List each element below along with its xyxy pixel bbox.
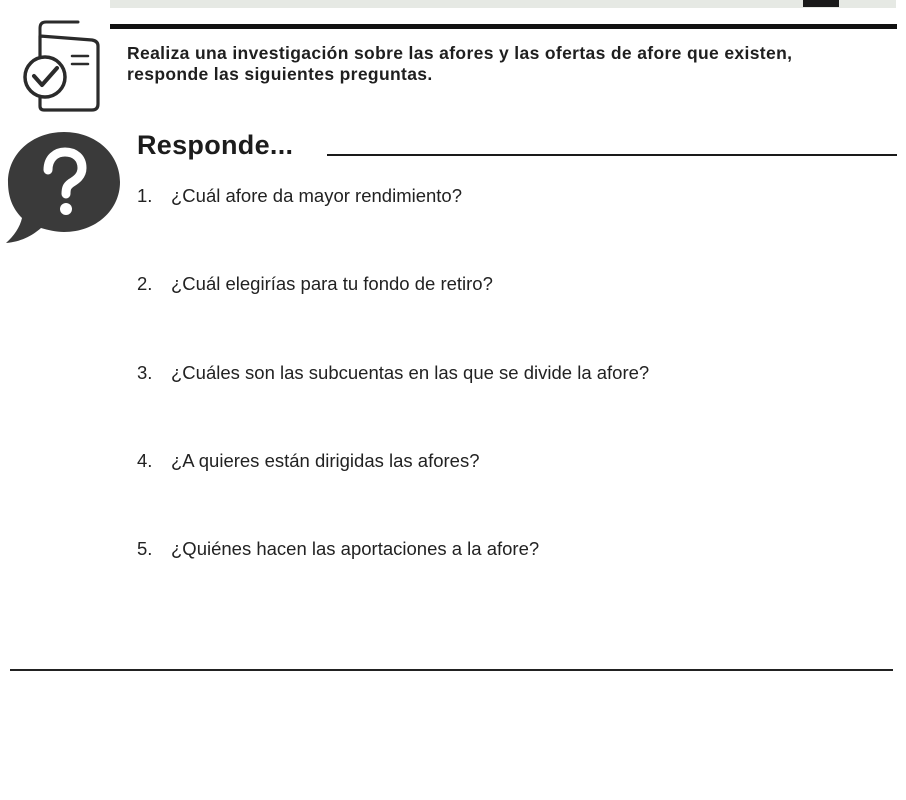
question-item [137, 538, 539, 560]
question-speech-bubble-icon [4, 128, 124, 246]
question-number: 5. [137, 538, 153, 559]
bottom-rule [10, 669, 893, 671]
question-number: 2. [137, 273, 153, 294]
question-item [137, 450, 480, 472]
question-item [137, 185, 462, 207]
section-title: Responde... [137, 130, 294, 160]
question-number: 4. [137, 450, 153, 471]
instruction-text [127, 43, 897, 85]
top-strip-mark [803, 0, 839, 7]
question-item [137, 273, 493, 295]
instruction-line-2: responde las siguientes preguntas. [127, 64, 433, 84]
checklist-document-icon [22, 18, 104, 114]
question-text: ¿Quiénes hacen las aportaciones a la afore? [171, 538, 540, 559]
top-rule [110, 24, 897, 29]
question-text: ¿Cuáles son las subcuentas en las que se divide la afore? [171, 362, 650, 383]
question-item [137, 362, 649, 384]
question-text: ¿A quieres están dirigidas las afores? [171, 450, 480, 471]
question-number: 3. [137, 362, 153, 383]
title-underline [327, 154, 897, 156]
question-number: 1. [137, 185, 153, 206]
instruction-line-1: Realiza una investigación sobre las afores y las ofertas de afore que existen, [127, 43, 793, 63]
question-text: ¿Cuál elegirías para tu fondo de retiro? [171, 273, 493, 294]
question-text: ¿Cuál afore da mayor rendimiento? [171, 185, 463, 206]
top-strip [110, 0, 896, 8]
